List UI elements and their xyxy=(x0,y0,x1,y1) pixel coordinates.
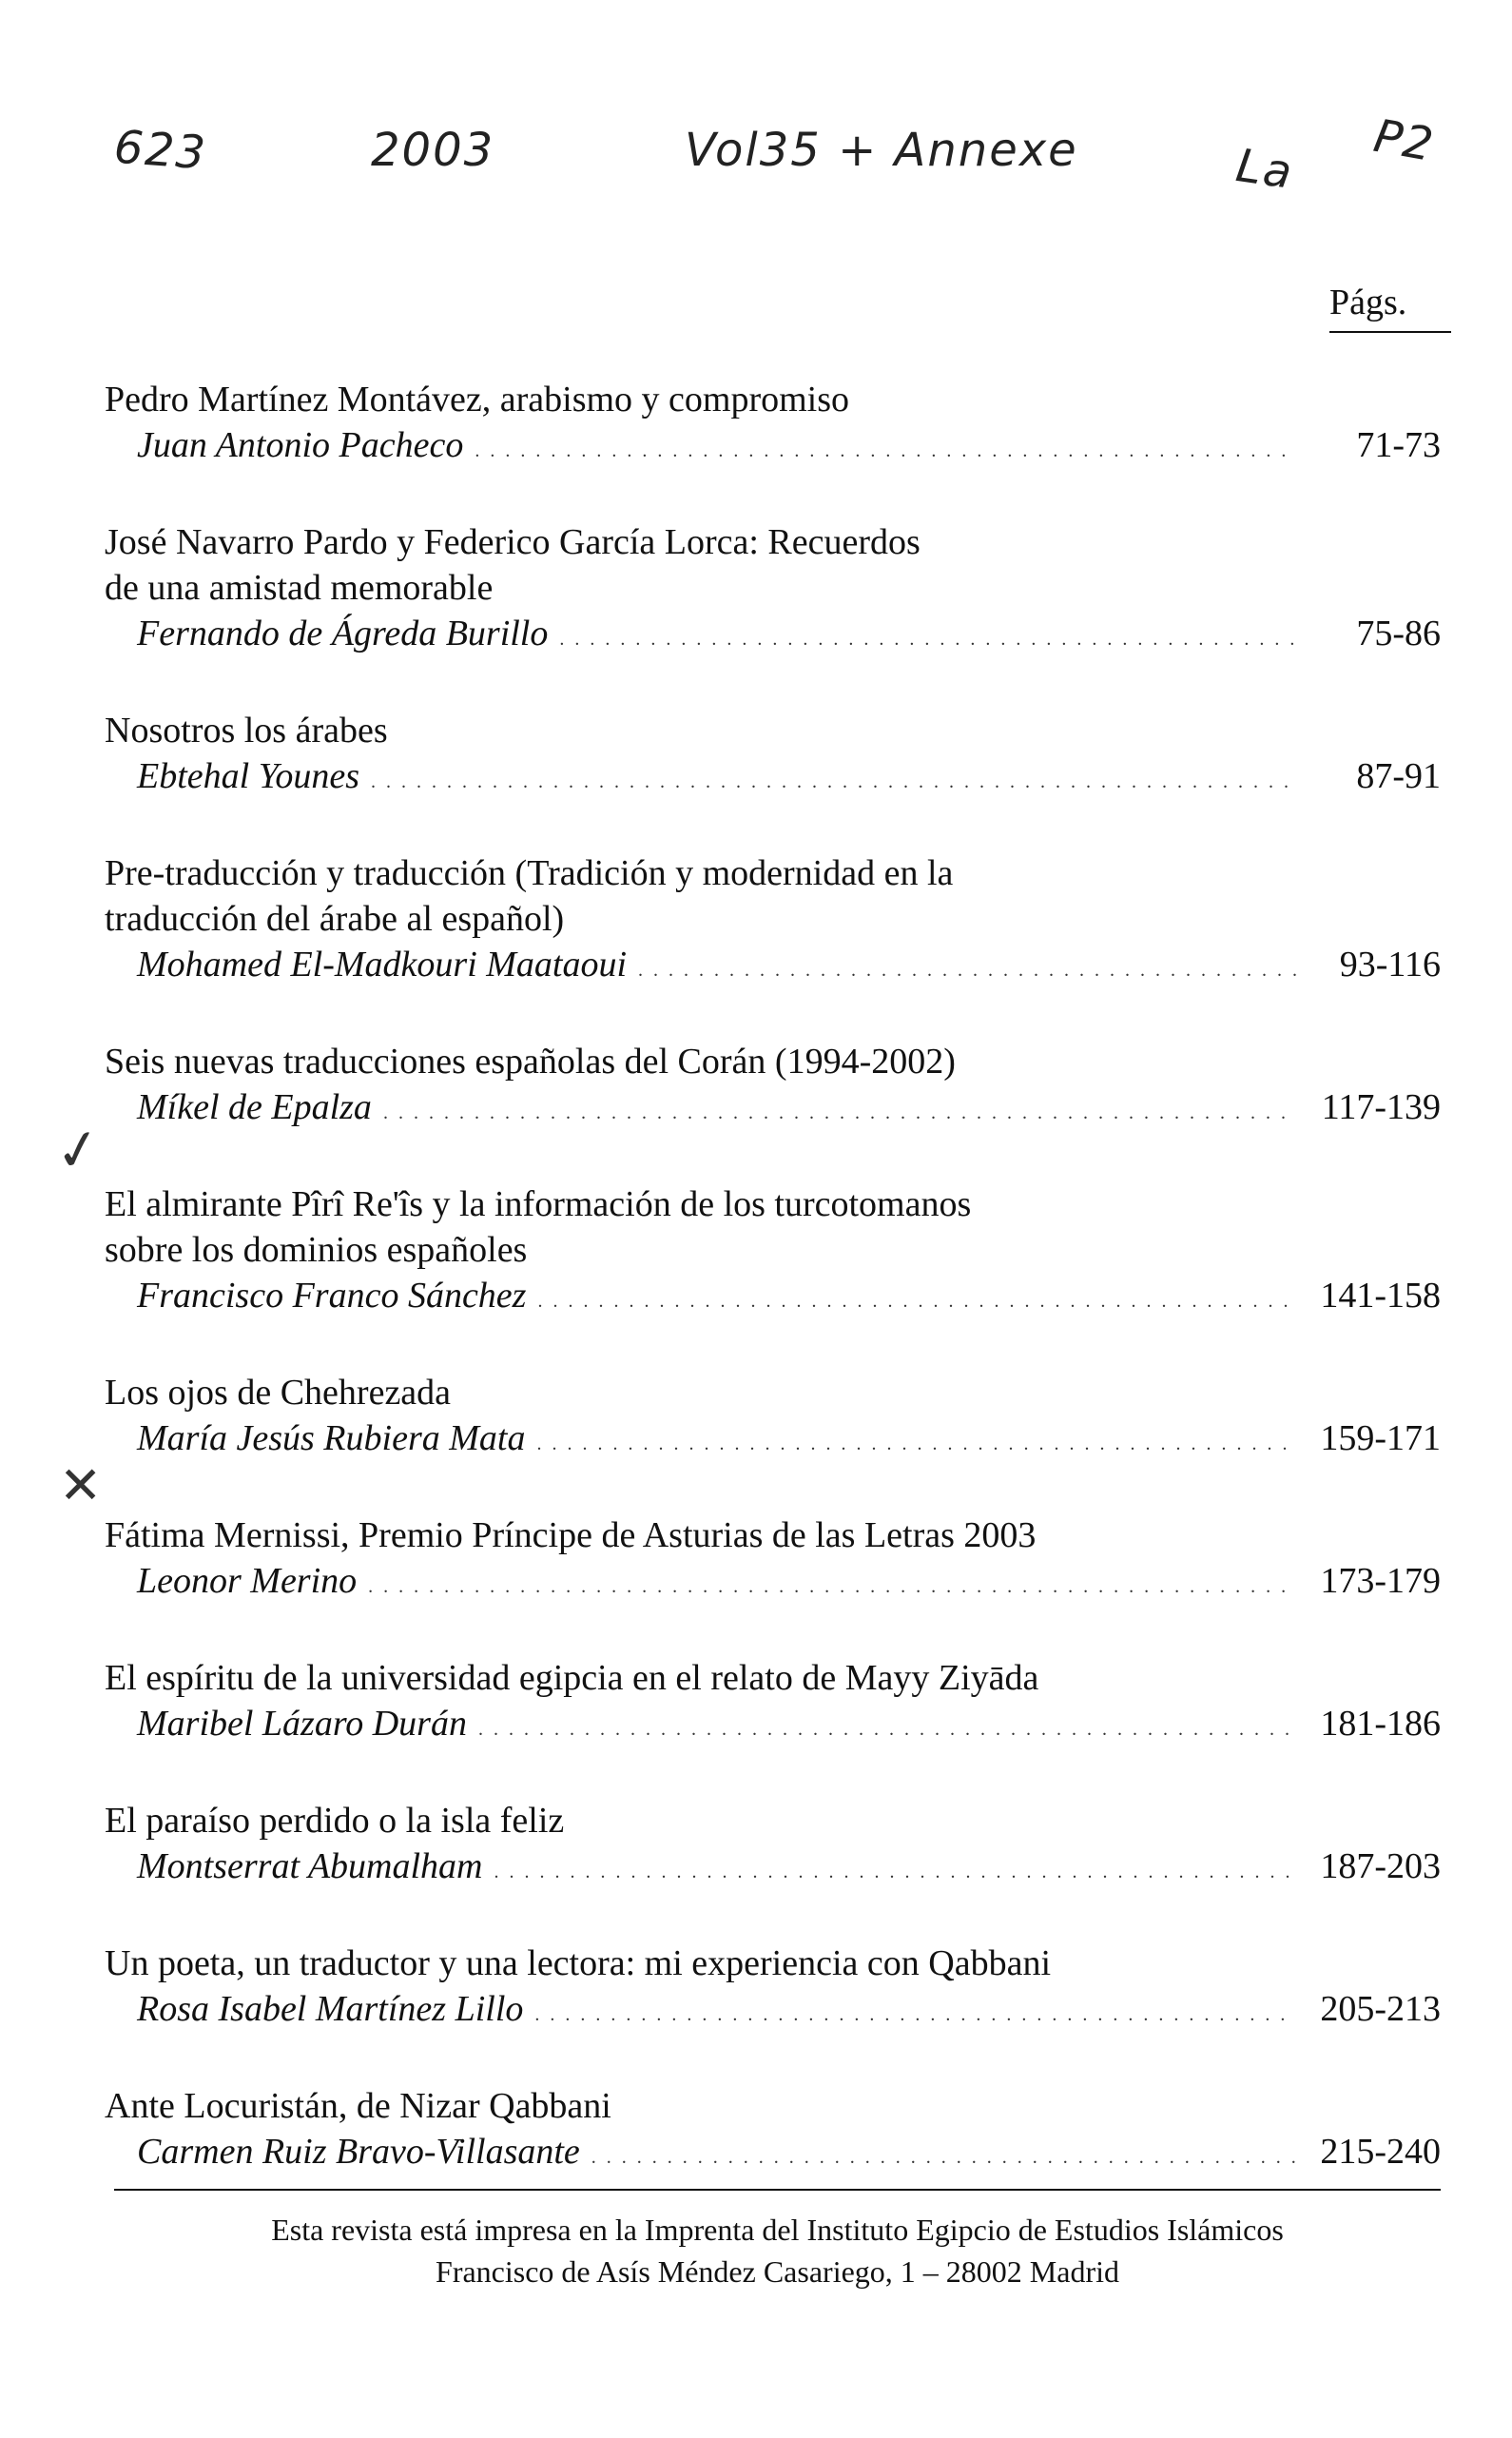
entry-title-line: Nosotros los árabes xyxy=(105,711,388,751)
entry-pages: 187-203 xyxy=(1320,1846,1441,1886)
entry-title-line: Pre-traducción y traducción (Tradición y modernidad en la xyxy=(105,853,954,893)
toc-entry xyxy=(105,377,1441,474)
pages-header-rule xyxy=(1329,331,1451,333)
entry-pages: 205-213 xyxy=(1320,1989,1441,2029)
table-of-contents xyxy=(105,377,1441,2226)
entry-pages: 173-179 xyxy=(1320,1561,1441,1601)
toc-entry xyxy=(105,1798,1441,1895)
toc-entry xyxy=(105,850,1441,993)
entry-title-line: de una amistad memorable xyxy=(105,568,494,608)
dot-leader xyxy=(534,1992,1296,2038)
dot-leader xyxy=(475,428,1296,474)
entry-author-row xyxy=(105,753,1441,805)
cross-mark-icon: ✕ xyxy=(59,1455,103,1515)
entry-title-line: José Navarro Pardo y Federico García Lorca: Recuerdos xyxy=(105,522,921,562)
dot-leader xyxy=(559,616,1296,662)
entry-pages: 117-139 xyxy=(1321,1087,1441,1127)
dot-leader xyxy=(537,1278,1296,1324)
dot-leader xyxy=(368,1564,1296,1609)
entry-author: Mohamed El-Madkouri Maataoui xyxy=(137,945,628,985)
toc-entry xyxy=(105,708,1441,805)
entry-title-line: Fátima Mernissi, Premio Príncipe de Asturias de las Letras 2003 xyxy=(105,1515,1037,1555)
handwritten-note-number: 623 xyxy=(112,120,209,181)
toc-entry xyxy=(105,1941,1441,2038)
entry-author: Rosa Isabel Martínez Lillo xyxy=(137,1989,524,2029)
toc-entry xyxy=(105,2083,1441,2180)
handwritten-note-volume: Vol35 + Annexe xyxy=(685,124,1078,177)
entry-pages: 93-116 xyxy=(1339,945,1441,985)
footer-line-1: Esta revista está impresa en la Imprenta del Instituto Egipcio de Estudios Islámicos xyxy=(271,2213,1284,2247)
dot-leader xyxy=(536,1421,1296,1467)
handwritten-note-p2: P2 xyxy=(1369,108,1439,173)
toc-entry xyxy=(105,1039,1441,1136)
toc-entry xyxy=(105,1370,1441,1467)
entry-title-line: Un poeta, un traductor y una lectora: mi experiencia con Qabbani xyxy=(105,1943,1051,1983)
entry-author-row xyxy=(105,1273,1441,1324)
entry-title-line: El espíritu de la universidad egipcia en el relato de Mayy Ziyāda xyxy=(105,1658,1039,1698)
entry-author: Carmen Ruiz Bravo-Villasante xyxy=(137,2132,580,2172)
footer xyxy=(114,2209,1441,2292)
dot-leader xyxy=(478,1707,1296,1752)
entry-author-row xyxy=(105,1986,1441,2038)
entry-author: Míkel de Epalza xyxy=(137,1087,372,1127)
entry-title-line: Ante Locuristán, de Nizar Qabbani xyxy=(105,2086,611,2126)
toc-entry xyxy=(105,1512,1441,1609)
entry-author: Fernando de Ágreda Burillo xyxy=(137,614,549,653)
entry-author-row xyxy=(105,1415,1441,1467)
entry-pages: 215-240 xyxy=(1320,2132,1441,2172)
toc-entry xyxy=(105,1655,1441,1752)
entry-author: Leonor Merino xyxy=(137,1561,358,1601)
handwritten-note-la: La xyxy=(1232,139,1297,200)
entry-pages: 159-171 xyxy=(1320,1418,1441,1458)
dot-leader xyxy=(591,2135,1296,2180)
entry-author: Juan Antonio Pacheco xyxy=(137,425,464,465)
entry-author: Francisco Franco Sánchez xyxy=(137,1276,527,1316)
pages-column-header: Págs. xyxy=(1329,283,1407,322)
entry-author-row xyxy=(105,1701,1441,1752)
dot-leader xyxy=(371,759,1296,805)
entry-author: Montserrat Abumalham xyxy=(137,1846,483,1886)
entry-author-row xyxy=(105,1843,1441,1895)
entry-title-line: Los ojos de Chehrezada xyxy=(105,1373,452,1413)
entry-author-row xyxy=(105,2129,1441,2180)
toc-entry xyxy=(105,519,1441,662)
entry-author: María Jesús Rubiera Mata xyxy=(137,1418,526,1458)
entry-pages: 75-86 xyxy=(1356,614,1441,653)
entry-title-line: Seis nuevas traducciones españolas del Corán (1994-2002) xyxy=(105,1042,956,1082)
handwritten-note-year: 2003 xyxy=(371,124,495,177)
entry-title-line: El almirante Pîrî Re'îs y la información de los turcotomanos xyxy=(105,1184,972,1224)
entry-author: Ebtehal Younes xyxy=(137,756,359,796)
entry-author-row xyxy=(105,422,1441,474)
entry-pages: 87-91 xyxy=(1356,756,1441,796)
entry-author-row xyxy=(105,611,1441,662)
dot-leader xyxy=(638,947,1296,993)
entry-title-line: sobre los dominios españoles xyxy=(105,1230,528,1270)
footer-line-2: Francisco de Asís Méndez Casariego, 1 – 28002 Madrid xyxy=(436,2254,1119,2289)
entry-pages: 141-158 xyxy=(1320,1276,1441,1316)
footer-rule xyxy=(114,2189,1441,2191)
entry-author-row xyxy=(105,1558,1441,1609)
entry-author: Maribel Lázaro Durán xyxy=(137,1704,467,1744)
dot-leader xyxy=(383,1090,1296,1136)
entry-author-row xyxy=(105,1084,1441,1136)
dot-leader xyxy=(494,1849,1296,1895)
entry-pages: 181-186 xyxy=(1320,1704,1441,1744)
entry-title-line: El paraíso perdido o la isla feliz xyxy=(105,1801,565,1841)
check-mark-icon: ✓ xyxy=(49,1114,107,1186)
entry-title-line: traducción del árabe al español) xyxy=(105,899,565,939)
entry-author-row xyxy=(105,942,1441,993)
entry-title-line: Pedro Martínez Montávez, arabismo y compromiso xyxy=(105,380,850,419)
entry-pages: 71-73 xyxy=(1356,425,1441,465)
toc-entry xyxy=(105,1181,1441,1324)
